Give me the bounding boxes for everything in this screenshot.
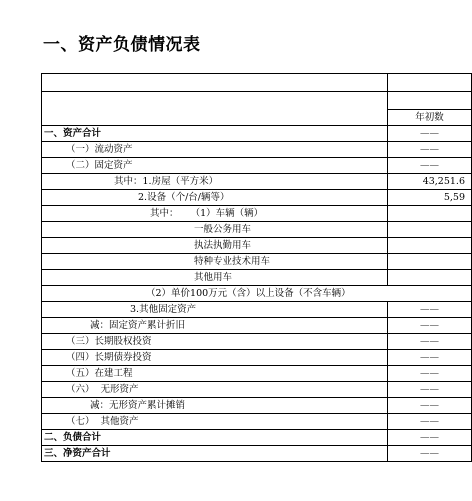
table-row [42, 222, 472, 238]
balance-sheet-table [41, 73, 472, 462]
row-value: —— [388, 430, 472, 446]
row-label: （二）固定资产 [42, 158, 388, 174]
table-row [42, 286, 472, 302]
row-label: 三、净资产合计 [42, 446, 388, 462]
row-value [388, 206, 472, 222]
row-label: 2.设备（个/台/辆等） [42, 190, 388, 206]
row-label: （四）长期债券投资 [42, 350, 388, 366]
table-header-row [42, 74, 472, 92]
page-title: 一、资产负债情况表 [43, 35, 201, 55]
row-value: —— [388, 318, 472, 334]
row-value: —— [388, 142, 472, 158]
row-label: （六） 无形资产 [42, 382, 388, 398]
row-label: （七） 其他资产 [42, 414, 388, 430]
row-value: —— [388, 366, 472, 382]
header-cell-merged [388, 92, 472, 110]
table-row [42, 142, 472, 158]
table-row [42, 126, 472, 142]
table-row [42, 158, 472, 174]
row-value: —— [388, 126, 472, 142]
row-value: 43,251.6 [388, 174, 472, 190]
table-row [42, 190, 472, 206]
row-value: —— [388, 382, 472, 398]
row-value [388, 238, 472, 254]
row-value: —— [388, 414, 472, 430]
row-value [388, 270, 472, 286]
row-label: （五）在建工程 [42, 366, 388, 382]
row-value: —— [388, 350, 472, 366]
table-row [42, 382, 472, 398]
table-row [42, 206, 472, 222]
row-label: （三）长期股权投资 [42, 334, 388, 350]
header-cell-item [42, 92, 388, 110]
row-label: 其中：1.房屋（平方米） [42, 174, 388, 190]
table-row [42, 254, 472, 270]
row-label: 3.其他固定资产 [42, 302, 388, 318]
header-year-start: 年初数 [388, 110, 472, 126]
table-row [42, 334, 472, 350]
table-row [42, 398, 472, 414]
row-label: 减：无形资产累计摊销 [42, 398, 388, 414]
row-value [388, 254, 472, 270]
row-value: —— [388, 158, 472, 174]
row-label: 特种专业技术用车 [42, 254, 388, 270]
table-row [42, 238, 472, 254]
row-label: 一、资产合计 [42, 126, 388, 142]
header-cell-blank [388, 74, 472, 92]
table-row [42, 430, 472, 446]
row-value: —— [388, 398, 472, 414]
table-row [42, 174, 472, 190]
table-row [42, 414, 472, 430]
table-row [42, 446, 472, 462]
row-label: 其中： （1）车辆（辆） [42, 206, 388, 222]
row-value [388, 222, 472, 238]
table-row [42, 302, 472, 318]
row-label: （一）流动资产 [42, 142, 388, 158]
table-row [42, 318, 472, 334]
balance-sheet-table-container [41, 73, 465, 459]
row-value: 5,59 [388, 190, 472, 206]
row-label: 其他用车 [42, 270, 388, 286]
table-row [42, 366, 472, 382]
header-cell-blank [42, 74, 388, 92]
header-cell-item [42, 110, 388, 126]
row-value: —— [388, 302, 472, 318]
table-header-row [42, 92, 472, 110]
row-label: 一般公务用车 [42, 222, 388, 238]
table-header-row [42, 110, 472, 126]
table-row [42, 270, 472, 286]
row-label: 减：固定资产累计折旧 [42, 318, 388, 334]
table-row [42, 350, 472, 366]
row-label: 二、负债合计 [42, 430, 388, 446]
row-value: —— [388, 446, 472, 462]
row-label: （2）单价100万元（含）以上设备（不含车辆） [42, 286, 472, 302]
row-value: —— [388, 334, 472, 350]
row-label: 执法执勤用车 [42, 238, 388, 254]
